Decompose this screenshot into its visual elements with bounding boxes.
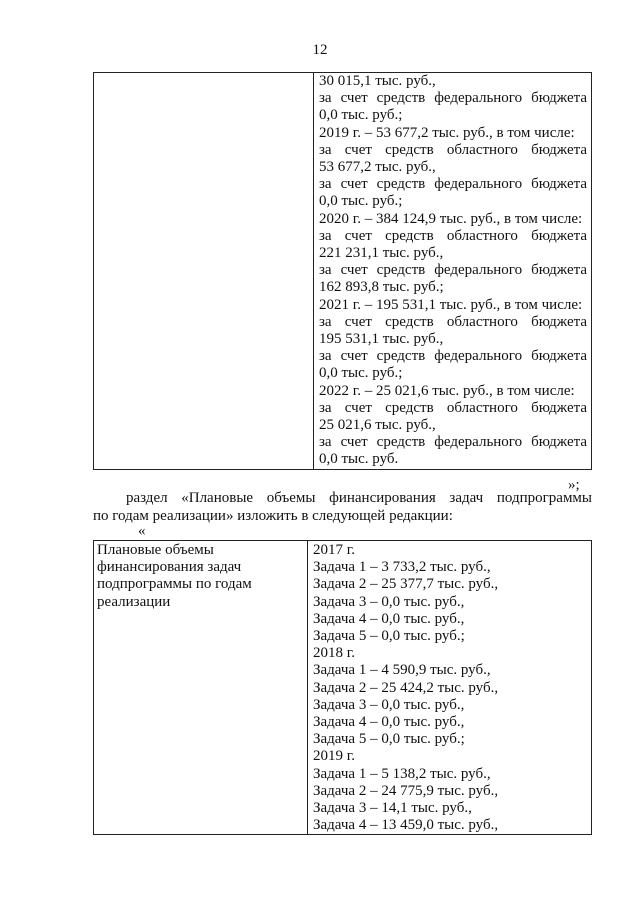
section-title-line: финансирования задач <box>97 559 242 576</box>
table-line: 2022 г. – 25 021,6 тыс. руб., в том числе: <box>319 382 575 399</box>
table-line: за счет средств областного бюджета <box>319 141 587 158</box>
table-line: 0,0 тыс. руб.; <box>319 107 403 124</box>
table-line: Задача 4 – 0,0 тыс. руб., <box>313 610 465 627</box>
table-line: Задача 4 – 13 459,0 тыс. руб., <box>313 817 499 834</box>
table-line: за счет средств федерального бюджета <box>319 176 587 193</box>
table-line: 195 531,1 тыс. руб., <box>319 331 444 348</box>
section-title-line: реализации <box>97 593 171 610</box>
table-line: Задача 1 – 5 138,2 тыс. руб., <box>313 765 491 782</box>
table-line: 221 231,1 тыс. руб., <box>319 245 444 262</box>
table-line: Задача 1 – 3 733,2 тыс. руб., <box>313 559 491 576</box>
table-row <box>94 73 592 470</box>
table-line: за счет средств федерального бюджета <box>319 434 587 451</box>
table-line: 53 677,2 тыс. руб., <box>319 159 436 176</box>
table-row <box>94 541 592 835</box>
financing-table-continued <box>93 72 592 470</box>
financing-tasks-table <box>93 540 592 835</box>
table-line: 25 021,6 тыс. руб., <box>319 417 436 434</box>
table-line: 2019 г. – 53 677,2 тыс. руб., в том числе: <box>319 124 575 141</box>
table-line: Задача 3 – 0,0 тыс. руб., <box>313 696 465 713</box>
table-line: 2020 г. – 384 124,9 тыс. руб., в том числе: <box>319 210 583 227</box>
paragraph-line: по годам реализации» изложить в следующей редакции: <box>93 508 453 524</box>
table-line: 2017 г. <box>313 542 355 558</box>
table-line: 0,0 тыс. руб.; <box>319 193 403 210</box>
table-line: Задача 5 – 0,0 тыс. руб.; <box>313 731 465 748</box>
section-title-line: Плановые объемы <box>97 542 214 558</box>
table-line: за счет средств федерального бюджета <box>319 262 587 279</box>
table-right-cell <box>308 541 592 835</box>
table-line: за счет средств федерального бюджета <box>319 348 587 365</box>
table-line: Задача 4 – 0,0 тыс. руб., <box>313 714 465 731</box>
table-line: 0,0 тыс. руб. <box>319 451 399 468</box>
table-line: 2018 г. <box>313 645 355 662</box>
opening-quote: « <box>138 523 146 539</box>
table-left-cell <box>94 541 308 835</box>
table-right-cell <box>314 73 592 470</box>
table-left-cell <box>94 73 314 470</box>
table-line: Задача 3 – 0,0 тыс. руб., <box>313 593 465 610</box>
table-line: Задача 2 – 25 424,2 тыс. руб., <box>313 679 499 696</box>
paragraph-line: раздел «Плановые объемы финансирования задач подпрограммы <box>126 490 592 506</box>
table-line: 0,0 тыс. руб.; <box>319 365 403 382</box>
table-line: 30 015,1 тыс. руб., <box>319 73 436 89</box>
table-line: за счет средств областного бюджета <box>319 399 587 416</box>
table-line: за счет средств федерального бюджета <box>319 90 587 107</box>
page-number: 12 <box>312 42 328 58</box>
table-line: Задача 2 – 25 377,7 тыс. руб., <box>313 576 499 593</box>
table-line: за счет средств областного бюджета <box>319 227 587 244</box>
table-line: 2021 г. – 195 531,1 тыс. руб., в том числе: <box>319 296 583 313</box>
table-line: за счет средств областного бюджета <box>319 313 587 330</box>
table-line: Задача 3 – 14,1 тыс. руб., <box>313 800 472 817</box>
table-line: Задача 5 – 0,0 тыс. руб.; <box>313 628 465 645</box>
table-line: 162 893,8 тыс. руб.; <box>319 279 444 296</box>
table-line: Задача 2 – 24 775,9 тыс. руб., <box>313 782 499 799</box>
table-line: Задача 1 – 4 590,9 тыс. руб., <box>313 662 491 679</box>
table-line: 2019 г. <box>313 748 355 765</box>
section-title-line: подпрограммы по годам <box>97 576 252 593</box>
closing-quote: »; <box>568 477 580 493</box>
